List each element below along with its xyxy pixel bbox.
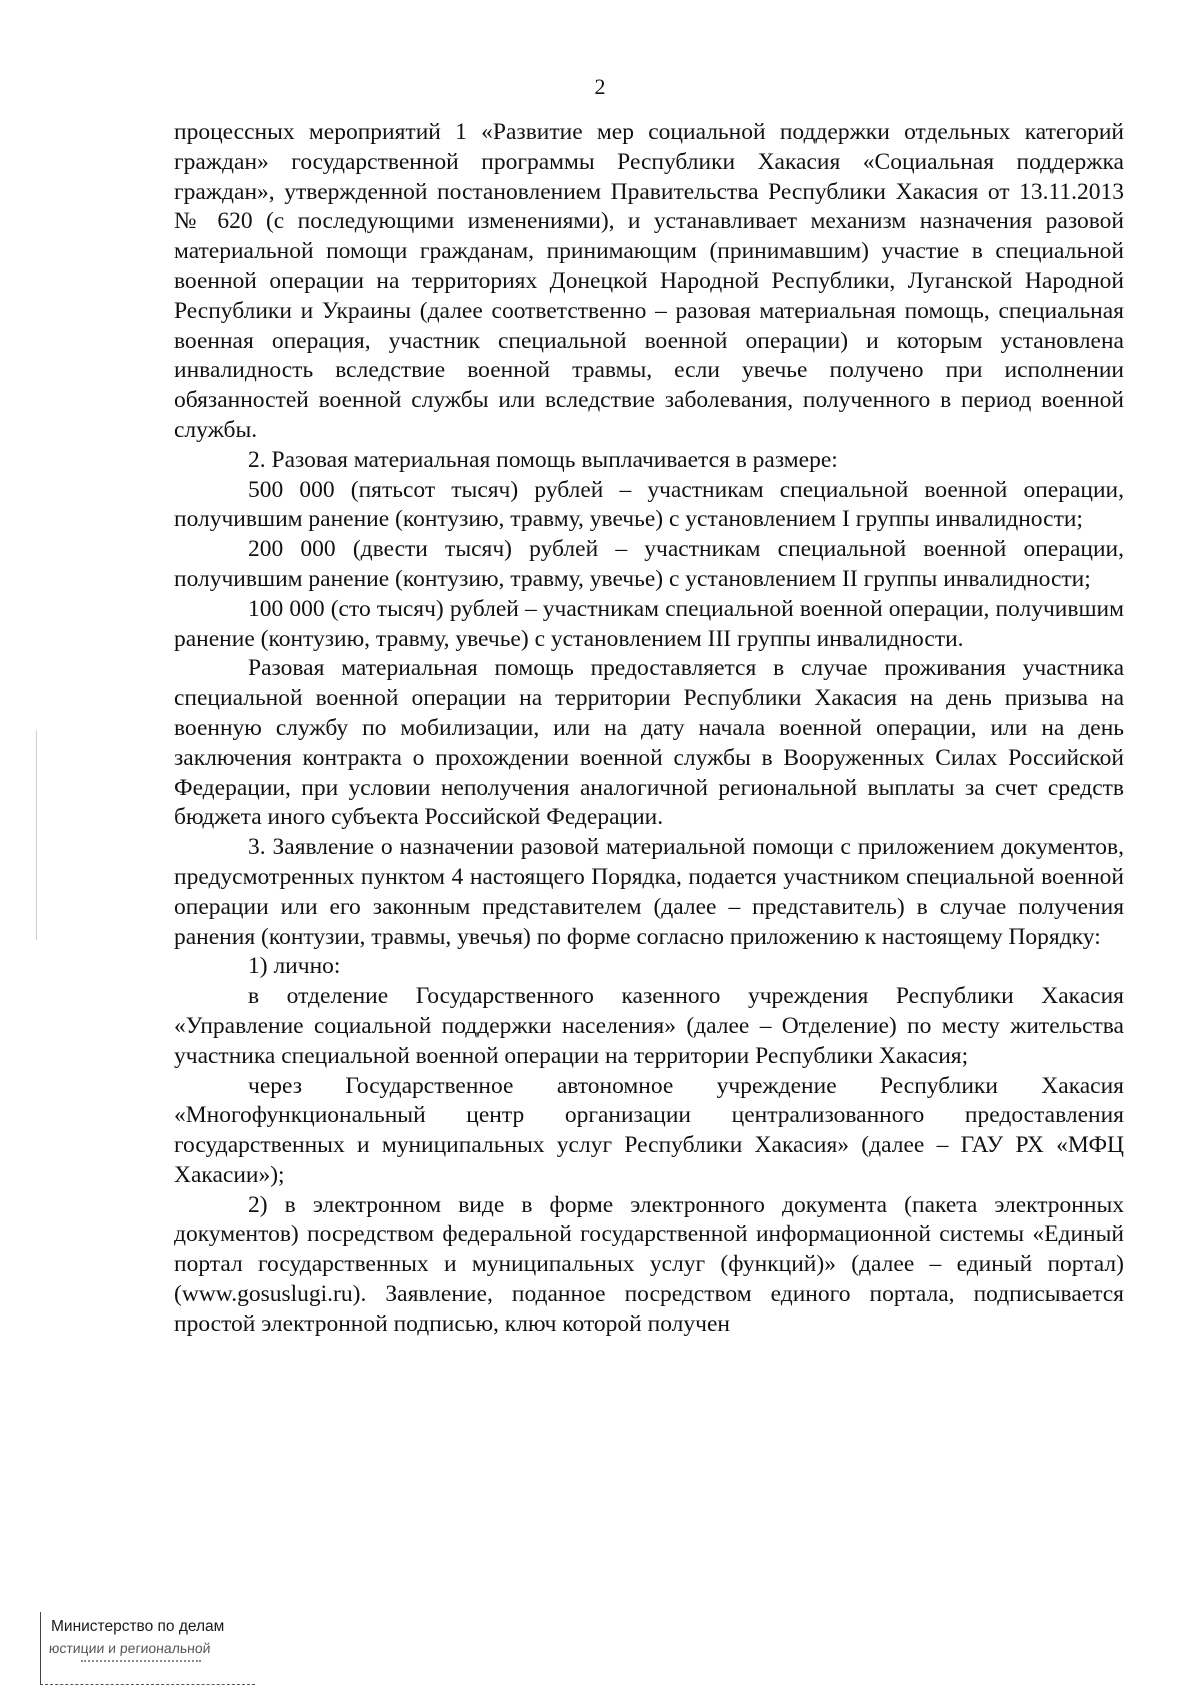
stamp-line-1: Министерство по делам bbox=[51, 1618, 225, 1635]
paragraph-mfc: через Государственное автономное учреждение Республики Хакасия «Многофункциональный центр организации централизованного предоставления государственных и муниципальных услуг Республики Хакасия» (далее – ГАУ РХ «МФЦ Хакасии»); bbox=[174, 1072, 1124, 1188]
paragraph-clause-2: 2. Разовая материальная помощь выплачивается в размере: bbox=[248, 446, 838, 473]
page-number: 2 bbox=[594, 74, 606, 99]
paragraph-amount-group-1: 500 000 (пятьсот тысяч) рублей – участникам специальной военной операции, получившим ранение (контузию, травму, увечье) с установлением I группы инвалидности; bbox=[174, 476, 1124, 533]
paragraph-residence-condition: Разовая материальная помощь предоставляется в случае проживания участника специальной военной операции на территории Республики Хакасия на день призыва на военную службу по мобилизации, или на дату начала военной операции, или на день заключения контракта о прохождении военной службы в Вооруженных Силах Российской Федерации, при условии неполучения аналогичной региональной выплаты за счет средств бюджета иного субъекта Российской Федерации. bbox=[174, 655, 1124, 831]
paragraph-intro: процессных мероприятий 1 «Развитие мер социальной поддержки отдельных категорий граждан» государственной программы Республики Хакасия «Социальная поддержка граждан», утвержденной постановлением Правительства Республики Хакасия от 13.11.2013 № 620 (с последующими изменениями), и устанавливает механизм назначения разовой материальной помощи гражданам, принимающим (принимавшим) участие в специальной военной операции на территориях Донецкой Народной Республики, Луганской Народной Республики и Украины (далее соответственно – разовая материальная помощь, специальная военная операция, участник специальной военной операции) и которым установлена инвалидность вследствие военной травмы, если увечье получено при исполнении обязанностей военной службы или вследствие заболевания, полученного в период военной службы. bbox=[174, 119, 1124, 443]
paragraph-clause-3: 3. Заявление о назначении разовой материальной помощи с приложением документов, предусмотренных пунктом 4 настоящего Порядка, подается участником специальной военной операции или его законным представителем (далее – представитель) в случае получения ранения (контузии, травмы, увечья) по форме согласно приложению к настоящему Порядку: bbox=[174, 834, 1124, 950]
stamp-line-2: юстиции и региональной bbox=[48, 1640, 212, 1656]
scan-margin-mark bbox=[36, 730, 37, 940]
paragraph-amount-group-3: 100 000 (сто тысяч) рублей – участникам специальной военной операции, получившим ранение (контузию, травму, увечье) с установлением III группы инвалидности. bbox=[174, 595, 1124, 652]
paragraph-in-person: 1) лично: bbox=[248, 953, 341, 980]
paragraph-amount-group-2: 200 000 (двести тысяч) рублей – участникам специальной военной операции, получившим ранение (контузию, травму, увечье) с установлением II группы инвалидности; bbox=[174, 536, 1124, 592]
paragraph-electronic: 2) в электронном виде в форме электронного документа (пакета электронных документов) посредством федеральной государственной информационной системы «Единый портал государственных и муниципальных услуг (функций)» (далее – единый портал) (www.gosuslugi.ru). Заявление, поданное посредством единого портала, подписывается простой электронной подписью, ключ которой получен bbox=[174, 1191, 1124, 1337]
paragraph-department: в отделение Государственного казенного учреждения Республики Хакасия «Управление социальной поддержки населения» (далее – Отделение) по месту жительства участника специальной военной операции на территории Республики Хакасия; bbox=[174, 983, 1124, 1069]
ministry-stamp bbox=[40, 1612, 255, 1685]
document-body bbox=[174, 118, 1124, 1340]
stamp-illegible-line bbox=[81, 1660, 201, 1667]
